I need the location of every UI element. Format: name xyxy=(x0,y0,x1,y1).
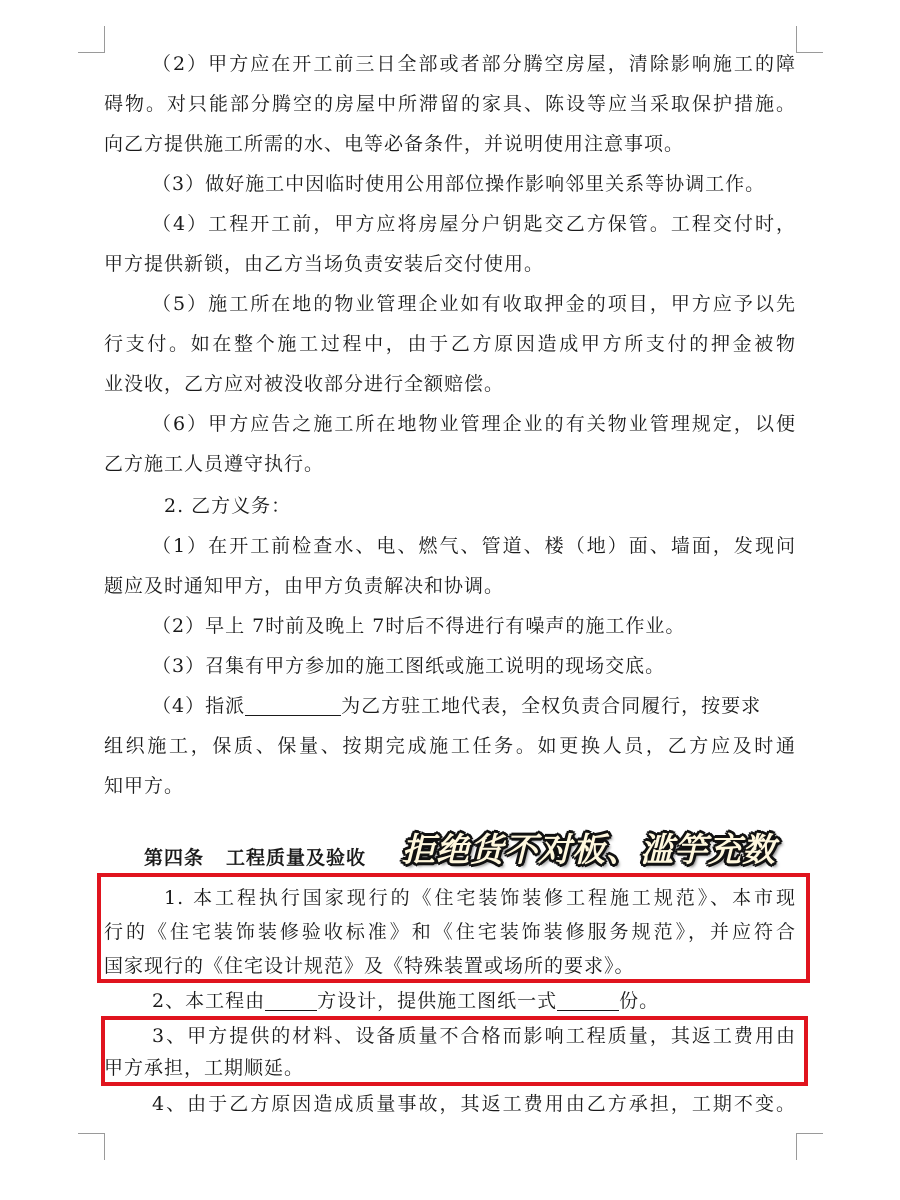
page-corner-mark-top-right xyxy=(796,26,823,53)
page-corner-mark-bottom-right xyxy=(796,1133,823,1160)
paragraph-line: （5）施工所在地的物业管理企业如有收取押金的项目，甲方应予以先 xyxy=(152,293,796,315)
paragraph-line: （3）召集有甲方参加的施工图纸或施工说明的现场交底。 xyxy=(152,655,666,677)
paragraph-line: 甲方提供新锁，由乙方当场负责安装后交付使用。 xyxy=(104,253,545,275)
clause-line: 行的《住宅装饰装修验收标准》和《住宅装饰装修服务规范》，并应符合 xyxy=(104,921,796,943)
clause-line-2 xyxy=(104,981,796,1021)
page-corner-mark-bottom-left xyxy=(78,1133,105,1160)
section-heading xyxy=(144,838,366,878)
paragraph-line: 知甲方。 xyxy=(104,775,185,797)
clause-2-part-2: 方设计，提供施工图纸一式 xyxy=(317,990,558,1012)
paragraph-line: 向乙方提供施工所需的水、电等必备条件，并说明使用注意事项。 xyxy=(104,133,685,155)
paragraph-line: （3）做好施工中因临时使用公用部位操作影响邻里关系等协调工作。 xyxy=(152,173,766,195)
page-corner-mark-top-left xyxy=(78,26,105,53)
highlight-box-clause-3 xyxy=(101,1016,808,1086)
paragraph-line: 碍物。对只能部分腾空的房屋中所滞留的家具、陈设等应当采取保护措施。 xyxy=(104,93,796,115)
clause-line: 1. 本工程执行国家现行的《住宅装饰装修工程施工规范》、本市现 xyxy=(164,887,796,909)
highlight-box-clause-1 xyxy=(97,873,810,983)
assign-prefix: （4）指派 xyxy=(152,695,246,717)
blank-underline xyxy=(245,693,341,716)
clause-line: 甲方承担，工期顺延。 xyxy=(104,1057,305,1079)
paragraph-line: 行支付。如在整个施工过程中，由于乙方原因造成甲方所支付的押金被物 xyxy=(104,333,796,355)
paragraph-line: （6）甲方应告之施工所在地物业管理企业的有关物业管理规定，以便 xyxy=(152,413,796,435)
paragraph-line: （1）在开工前检查水、电、燃气、管道、楼（地）面、墙面，发现问 xyxy=(152,535,796,557)
clause-2-part-1: 2、本工程由 xyxy=(152,990,266,1012)
paragraph-line-assign xyxy=(104,686,796,726)
paragraph-line: 乙方施工人员遵守执行。 xyxy=(104,453,325,475)
paragraph-line: （2）早上 7时前及晚上 7时后不得进行有噪声的施工作业。 xyxy=(152,615,686,637)
blank-underline xyxy=(557,988,619,1011)
section-subheading: 2. 乙方义务： xyxy=(164,495,292,517)
heading-title: 工程质量及验收 xyxy=(226,847,367,869)
clause-2-part-3: 份。 xyxy=(619,990,660,1012)
clause-line: 国家现行的《住宅设计规范》及《特殊装置或场所的要求》。 xyxy=(104,955,635,977)
heading-article-number: 第四条 xyxy=(144,847,205,869)
paragraph-line: 组织施工，保质、保量、按期完成施工任务。如更换人员，乙方应及时通 xyxy=(104,735,796,757)
overlay-caption: 拒绝货不对板、滥竽充数 xyxy=(402,830,776,869)
clause-line: 3、甲方提供的材料、设备质量不合格而影响工程质量，其返工费用由 xyxy=(152,1025,796,1047)
clause-line: 4、由于乙方原因造成质量事故，其返工费用由乙方承担，工期不变。 xyxy=(152,1093,796,1115)
blank-underline xyxy=(265,988,317,1011)
paragraph-line: （2）甲方应在开工前三日全部或者部分腾空房屋，清除影响施工的障 xyxy=(152,53,796,75)
paragraph-line: （4）工程开工前，甲方应将房屋分户钥匙交乙方保管。工程交付时， xyxy=(152,213,796,235)
assign-suffix: 为乙方驻工地代表，全权负责合同履行，按要求 xyxy=(341,695,762,717)
paragraph-line: 题应及时通知甲方，由甲方负责解决和协调。 xyxy=(104,575,505,597)
paragraph-line: 业没收，乙方应对被没收部分进行全额赔偿。 xyxy=(104,373,505,395)
